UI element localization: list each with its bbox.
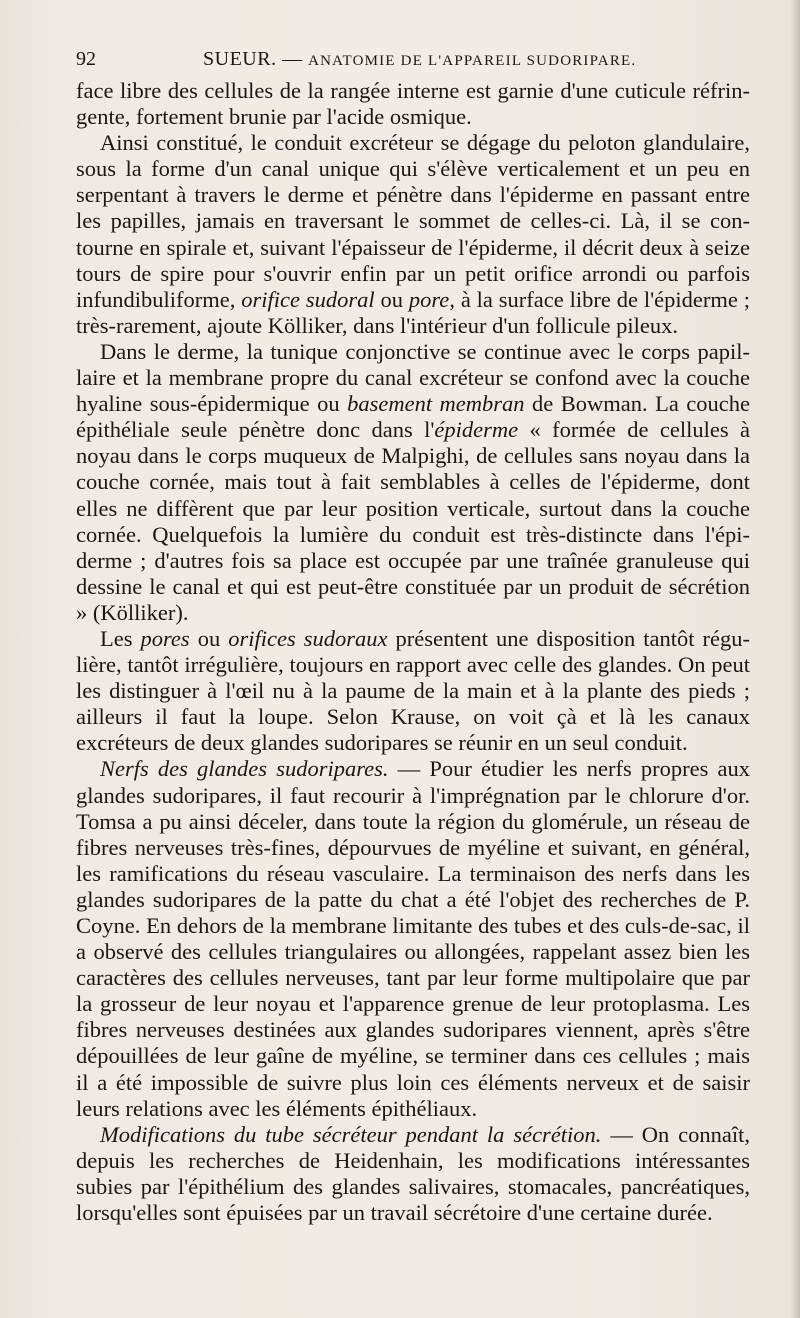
italic-phrase: Nerfs des glandes sudoripares. <box>100 756 389 782</box>
text-run: — On connaît, depuis les recherches de Heidenhain, les modifications intéressantes subies par l'épithélium des glandes salivaires, stomacales, pancréatiques, lorsqu'elles sont épuisées par un travail sécrétoire d'une certaine durée. <box>76 1121 750 1226</box>
page-body-text <box>76 78 750 1226</box>
text-run: Ainsi constitué, le conduit excréteur se dégage du peloton glandulaire, sous la forme d'un canal unique qui s'élève verticalement et un peu en serpentant à travers le derme et pénètre dans l'épiderme en passant entre les papilles, jamais en traversant le sommet de celles-ci. Là, il se contourne en spirale et, suivant l'épaisseur de l'épiderme, il décrit deux à seize tours de spire pour s'ouvrir enfin par un petit orifice arrondi ou parfois infundibuliforme, <box>76 130 750 312</box>
text-run: « formée de cellules à noyau dans le corps muqueux de Malpighi, de cellules sans noyau dans la couche cornée, mais tout à fait semblables à celles de l'épiderme, dont elles ne diffèrent que par leur position verticale, surtout dans la couche cornée. Quelquefois la lumière du conduit est très-distincte dans l'épiderme ; d'autres fois sa place est occupée par une traînée granuleuse qui dessine le canal et qui est peut-être constituée par un produit de sécrétion » (Kölliker). <box>76 417 751 625</box>
page-number: 92 <box>76 48 96 70</box>
paragraph <box>76 626 750 756</box>
text-run: de Bowman. La couche épithéliale seule pénètre donc dans l' <box>76 391 750 443</box>
italic-phrase: pores <box>140 625 190 651</box>
paragraph <box>76 339 750 626</box>
running-title-sub: ANATOMIE DE L'APPAREIL SUDORIPARE. <box>308 53 637 69</box>
text-run: présentent une disposition tantôt régulière, tantôt irrégulière, toujours en rapport avec celle des glandes. On peut les distinguer à l'œil nu à la paume de la main et à la plante des pieds ; ailleurs il faut la loupe. Selon Krause, on voit çà et là les canaux excréteurs de deux glandes sudoripares se réunir en un seul conduit. <box>76 625 750 756</box>
text-run: ou <box>189 625 229 651</box>
italic-phrase: pore <box>408 286 450 312</box>
italic-phrase: basement membran <box>347 391 525 417</box>
paragraph <box>76 130 750 339</box>
running-title <box>203 44 636 76</box>
paragraph <box>76 1122 750 1226</box>
running-title-dash: — <box>276 48 309 70</box>
italic-phrase: orifices sudoraux <box>228 625 388 651</box>
text-run: , à la surface libre de l'épiderme ; très-rarement, ajoute Kölliker, dans l'intérieur d'un follicule pileux. <box>76 286 751 338</box>
paragraph <box>76 756 750 1121</box>
text-run: Les <box>100 625 141 651</box>
text-run: ou <box>374 286 409 312</box>
page-edge-shadow <box>790 0 800 1318</box>
paragraph <box>76 78 750 130</box>
italic-phrase: orifice sudoral <box>241 286 375 312</box>
text-run: face libre des cellules de la rangée interne est garnie d'une cuticule réfringente, fortement brunie par l'acide osmique. <box>76 78 750 130</box>
text-run: Dans le derme, la tunique conjonctive se continue avec le corps papillaire et la membrane propre du canal excréteur se confond avec la couche hyaline sous-épidermique ou <box>76 338 750 417</box>
running-header <box>76 44 756 74</box>
running-title-main: SUEUR. <box>203 48 277 70</box>
text-run: — Pour étudier les nerfs propres aux glandes sudoripares, il faut recourir à l'imprégnation par le chlorure d'or. Tomsa a pu ainsi déceler, dans toute la région du glomérule, un réseau de fibres nerveuses très-fines, dépourvues de myéline et suivant, en général, les ramifications du réseau vasculaire. La terminaison des nerfs dans les glandes sudoripares de la patte du chat a été l'objet des recherches de P. Coyne. En dehors de la membrane limitante des tubes et des culs-de-sac, il a observé des cellules triangulaires ou allongées, rappelant assez bien les caractères des cellules nerveuses, tant par leur forme multipolaire que par la grosseur de leur noyau et l'apparence grenue de leur protoplasma. Les fibres nerveuses destinées aux glandes sudoripares viennent, après s'être dépouillées de leur gaîne de myéline, se terminer dans ces cellules ; mais il a été impossible de suivre plus loin ces éléments nerveux et de saisir leurs relations avec les éléments épithéliaux. <box>76 756 750 1121</box>
italic-phrase: épiderme <box>434 417 519 443</box>
italic-phrase: Modifications du tube sécréteur pendant la sécrétion. <box>100 1121 602 1147</box>
